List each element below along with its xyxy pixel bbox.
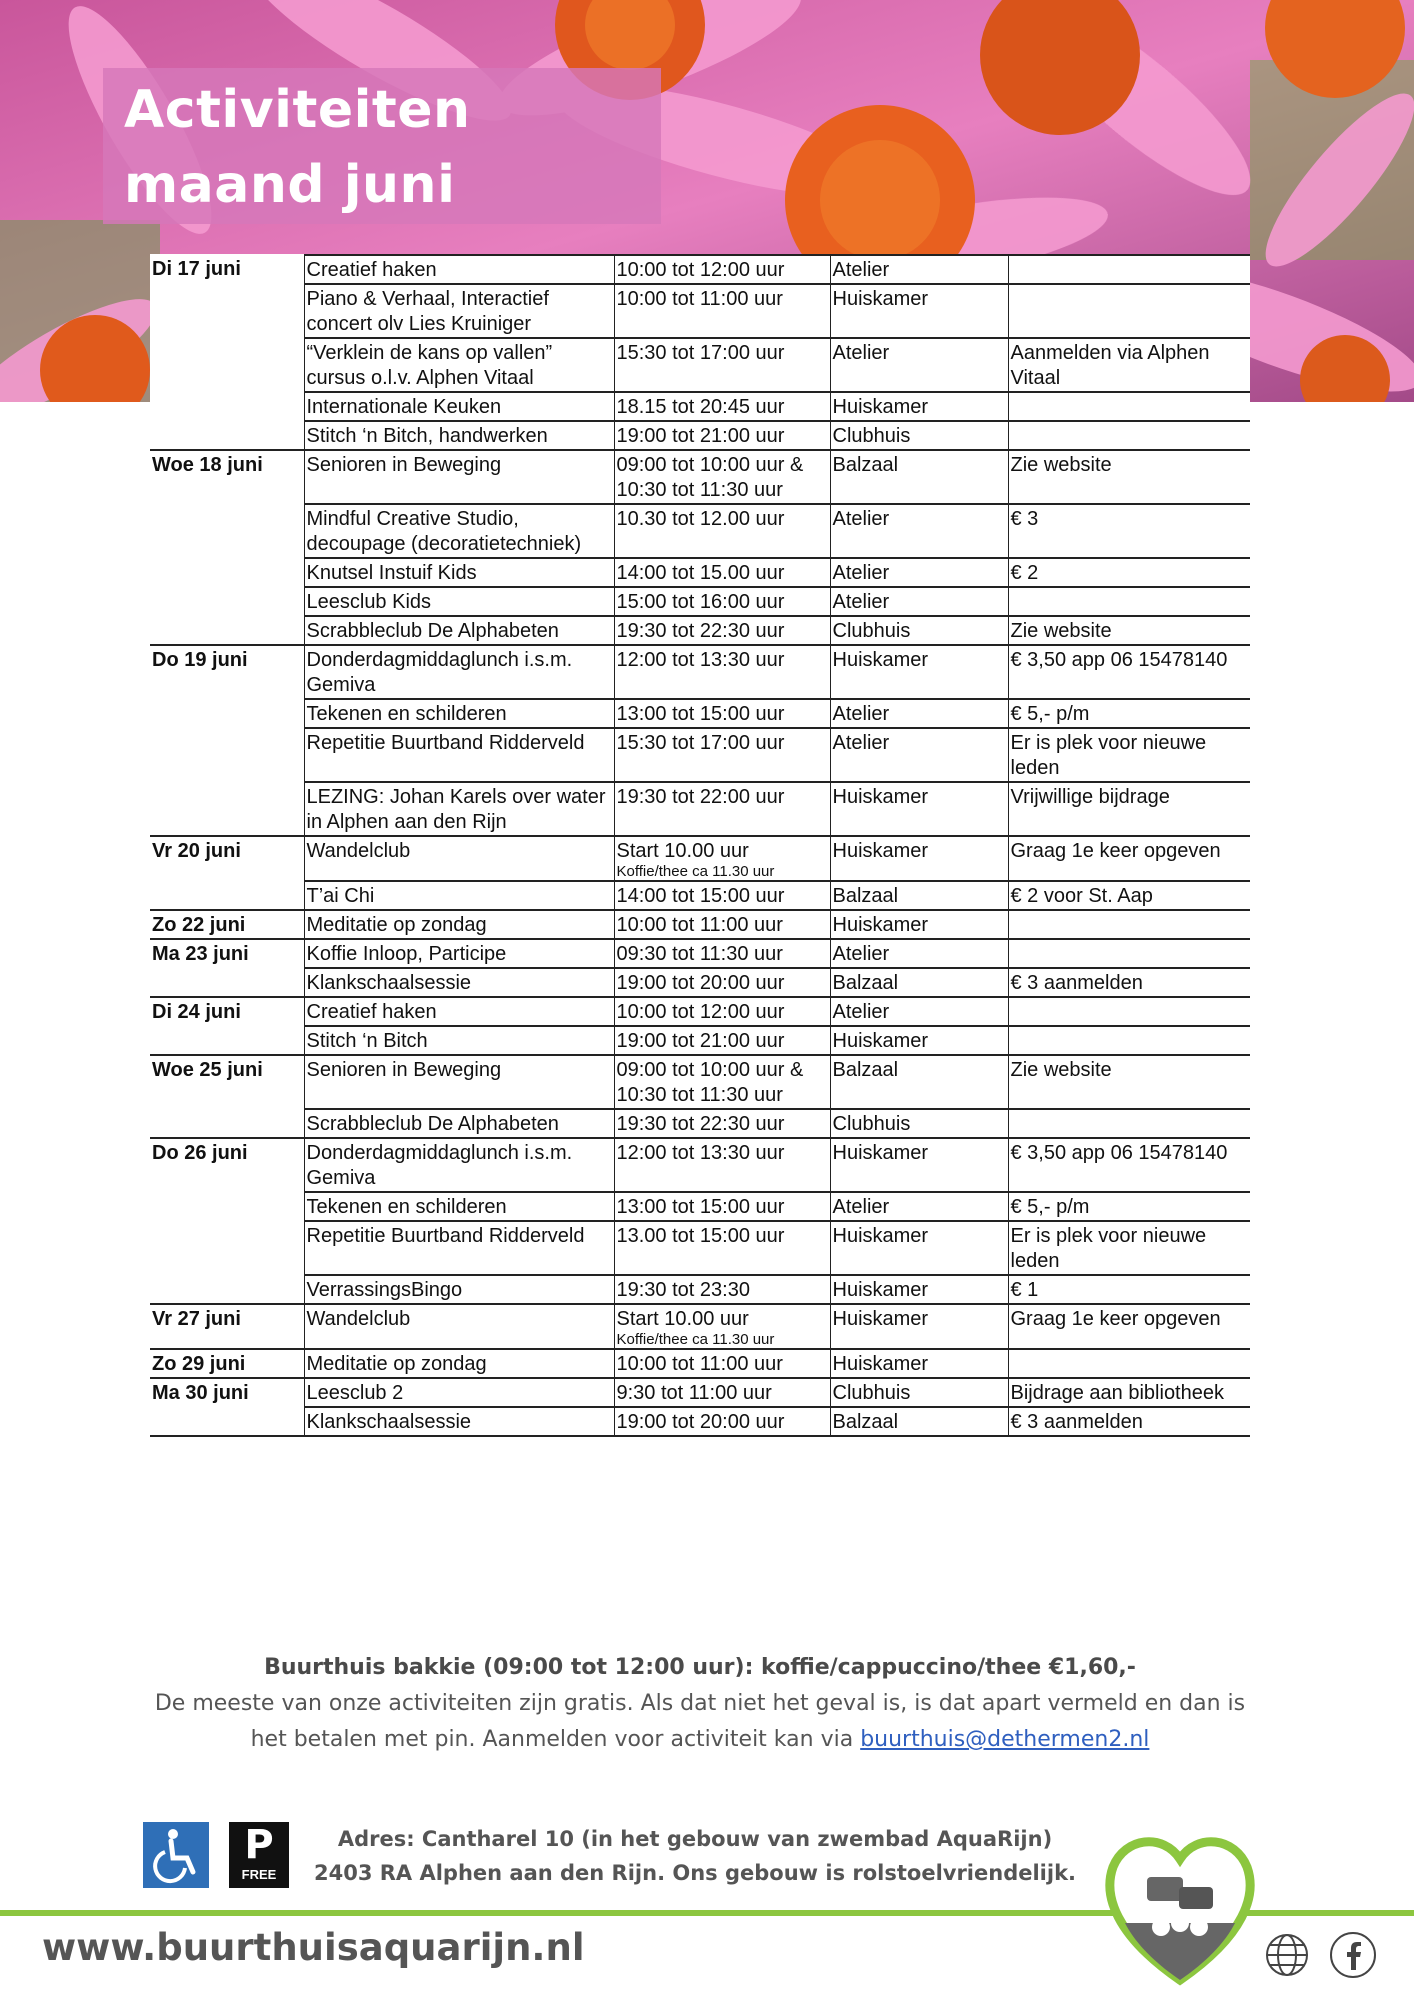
location-cell: Huiskamer bbox=[830, 1138, 1008, 1192]
table-row bbox=[150, 1026, 1250, 1055]
wheelchair-icon bbox=[143, 1822, 209, 1888]
table-row bbox=[150, 1304, 1250, 1349]
activity-cell: Meditatie op zondag bbox=[304, 1349, 614, 1378]
table-row bbox=[150, 645, 1250, 699]
day-cell bbox=[150, 1109, 304, 1138]
day-cell: Woe 18 juni bbox=[152, 454, 263, 476]
time-cell: 10:00 tot 11:00 uur bbox=[614, 910, 830, 939]
page-title-line2: maand juni bbox=[124, 155, 456, 215]
time-cell: 13.00 tot 15:00 uur bbox=[614, 1221, 830, 1275]
note-cell bbox=[1008, 284, 1250, 338]
buurthuis-heart-logo-icon bbox=[1095, 1815, 1265, 1990]
day-cell: Vr 27 juni bbox=[150, 1304, 304, 1349]
table-row bbox=[150, 968, 1250, 997]
note-cell bbox=[1008, 392, 1250, 421]
time-cell: 10.30 tot 12.00 uur bbox=[614, 504, 830, 558]
activity-cell: Tekenen en schilderen bbox=[304, 1192, 614, 1221]
table-row bbox=[150, 1109, 1250, 1138]
location-cell: Balzaal bbox=[830, 881, 1008, 910]
day-cell bbox=[150, 968, 304, 997]
note-cell: € 2 voor St. Aap bbox=[1008, 881, 1250, 910]
activity-cell: Donderdagmiddaglunch i.s.m. Gemiva bbox=[304, 645, 614, 699]
table-row bbox=[150, 504, 1250, 558]
facebook-icon[interactable] bbox=[1328, 1930, 1378, 1980]
start-time: Start 10.00 uur bbox=[616, 1308, 749, 1330]
note-cell: € 5,- p/m bbox=[1008, 1192, 1250, 1221]
time-cell bbox=[614, 836, 830, 881]
day-cell bbox=[150, 338, 304, 392]
website-url[interactable]: www.buurthuisaquarijn.nl bbox=[42, 1926, 585, 1969]
table-row bbox=[150, 1349, 1250, 1378]
activity-cell: Wandelclub bbox=[304, 836, 614, 881]
note-cell bbox=[1008, 255, 1250, 284]
address-line1: Adres: Cantharel 10 (in het gebouw van zwembad AquaRijn) bbox=[337, 1827, 1053, 1851]
email-link[interactable]: buurthuis@dethermen2.nl bbox=[860, 1727, 1150, 1752]
time-cell: 12:00 tot 13:30 uur bbox=[614, 1138, 830, 1192]
activity-cell: LEZING: Johan Karels over water in Alphen aan den Rijn bbox=[304, 782, 614, 836]
table-row bbox=[150, 699, 1250, 728]
time-cell: 19:30 tot 22:00 uur bbox=[614, 782, 830, 836]
activity-cell: Wandelclub bbox=[304, 1304, 614, 1349]
note-cell bbox=[1008, 1026, 1250, 1055]
location-cell: Atelier bbox=[830, 1192, 1008, 1221]
time-cell: 14:00 tot 15.00 uur bbox=[614, 558, 830, 587]
location-cell: Atelier bbox=[830, 699, 1008, 728]
time-cell: 10:00 tot 11:00 uur bbox=[614, 284, 830, 338]
time-cell: 19:30 tot 23:30 bbox=[614, 1275, 830, 1304]
note-cell: Vrijwillige bijdrage bbox=[1008, 782, 1250, 836]
payment-info: De meeste van onze activiteiten zijn gratis. Als dat niet het geval is, is dat apart vermeld en dan is het betalen met pin. Aanmelden voor activiteit kan via bbox=[154, 1691, 1246, 1752]
day-cell: Zo 22 juni bbox=[150, 910, 304, 939]
note-cell: Er is plek voor nieuwe leden bbox=[1008, 1221, 1250, 1275]
note-cell: Aanmelden via Alphen Vitaal bbox=[1008, 338, 1250, 392]
table-row bbox=[150, 1055, 1250, 1109]
title-box bbox=[103, 68, 661, 224]
day-cell bbox=[150, 881, 304, 910]
time-cell: 09:00 tot 10:00 uur & 10:30 tot 11:30 uur bbox=[614, 450, 830, 504]
time-cell: 09:00 tot 10:00 uur & 10:30 tot 11:30 uur bbox=[614, 1055, 830, 1109]
time-cell: 15:30 tot 17:00 uur bbox=[614, 728, 830, 782]
note-cell bbox=[1008, 997, 1250, 1026]
time-cell: 19:30 tot 22:30 uur bbox=[614, 1109, 830, 1138]
activity-cell: Piano & Verhaal, Interactief concert olv Lies Kruiniger bbox=[304, 284, 614, 338]
activity-cell: Klankschaalsessie bbox=[304, 968, 614, 997]
table-row bbox=[150, 450, 1250, 504]
time-cell: 19:30 tot 22:30 uur bbox=[614, 616, 830, 645]
time-cell: 09:30 tot 11:30 uur bbox=[614, 939, 830, 968]
day-cell bbox=[150, 284, 304, 338]
note-cell: € 3 bbox=[1008, 504, 1250, 558]
coffee-time: Koffie/thee ca 11.30 uur bbox=[616, 863, 775, 880]
location-cell: Huiskamer bbox=[830, 782, 1008, 836]
location-cell: Huiskamer bbox=[830, 1221, 1008, 1275]
activity-cell: T’ai Chi bbox=[304, 881, 614, 910]
table-row bbox=[150, 910, 1250, 939]
note-cell: € 3,50 app 06 15478140 bbox=[1008, 645, 1250, 699]
table-row bbox=[150, 1378, 1250, 1407]
note-cell: € 1 bbox=[1008, 1275, 1250, 1304]
location-cell: Huiskamer bbox=[830, 910, 1008, 939]
day-cell: Ma 30 juni bbox=[152, 1382, 249, 1404]
time-cell: 14:00 tot 15:00 uur bbox=[614, 881, 830, 910]
day-cell bbox=[150, 558, 304, 587]
day-cell: Do 26 juni bbox=[152, 1142, 248, 1164]
coffee-time: Koffie/thee ca 11.30 uur bbox=[616, 1331, 775, 1348]
day-cell: Di 17 juni bbox=[152, 258, 241, 280]
location-cell: Balzaal bbox=[830, 1055, 1008, 1109]
location-cell: Atelier bbox=[830, 558, 1008, 587]
table-row bbox=[150, 728, 1250, 782]
time-cell: 18.15 tot 20:45 uur bbox=[614, 392, 830, 421]
activity-schedule-table bbox=[150, 254, 1250, 1437]
day-cell bbox=[150, 1275, 304, 1304]
table-row bbox=[150, 836, 1250, 881]
activity-cell: Internationale Keuken bbox=[304, 392, 614, 421]
location-cell: Atelier bbox=[830, 939, 1008, 968]
note-cell: Bijdrage aan bibliotheek bbox=[1008, 1378, 1250, 1407]
activity-cell: Tekenen en schilderen bbox=[304, 699, 614, 728]
time-cell bbox=[614, 1304, 830, 1349]
location-cell: Huiskamer bbox=[830, 1275, 1008, 1304]
time-cell: 10:00 tot 12:00 uur bbox=[614, 997, 830, 1026]
note-cell: € 5,- p/m bbox=[1008, 699, 1250, 728]
location-cell: Huiskamer bbox=[830, 836, 1008, 881]
activity-cell: Repetitie Buurtband Ridderveld bbox=[304, 728, 614, 782]
location-cell: Clubhuis bbox=[830, 616, 1008, 645]
location-cell: Atelier bbox=[830, 504, 1008, 558]
time-cell: 15:00 tot 16:00 uur bbox=[614, 587, 830, 616]
time-cell: 19:00 tot 20:00 uur bbox=[614, 1407, 830, 1436]
table-row bbox=[150, 1221, 1250, 1275]
day-cell bbox=[150, 699, 304, 728]
location-cell: Atelier bbox=[830, 587, 1008, 616]
time-cell: 15:30 tot 17:00 uur bbox=[614, 338, 830, 392]
table-row bbox=[150, 1138, 1250, 1192]
activity-cell: Meditatie op zondag bbox=[304, 910, 614, 939]
day-cell bbox=[150, 421, 304, 450]
activity-cell: Repetitie Buurtband Ridderveld bbox=[304, 1221, 614, 1275]
note-cell bbox=[1008, 910, 1250, 939]
table-row bbox=[150, 997, 1250, 1026]
table-row bbox=[150, 421, 1250, 450]
day-cell bbox=[150, 1026, 304, 1055]
note-cell: Zie website bbox=[1008, 616, 1250, 645]
time-cell: 13:00 tot 15:00 uur bbox=[614, 1192, 830, 1221]
activity-cell: Mindful Creative Studio, decoupage (decoratietechniek) bbox=[304, 504, 614, 558]
location-cell: Atelier bbox=[830, 255, 1008, 284]
address-block bbox=[310, 1822, 1080, 1890]
activity-cell: VerrassingsBingo bbox=[304, 1275, 614, 1304]
note-cell bbox=[1008, 421, 1250, 450]
location-cell: Huiskamer bbox=[830, 1349, 1008, 1378]
time-cell: 12:00 tot 13:30 uur bbox=[614, 645, 830, 699]
location-cell: Huiskamer bbox=[830, 1304, 1008, 1349]
activity-cell: “Verklein de kans op vallen” cursus o.l.v. Alphen Vitaal bbox=[304, 338, 614, 392]
location-cell: Clubhuis bbox=[830, 1378, 1008, 1407]
activity-cell: Stitch ‘n Bitch, handwerken bbox=[304, 421, 614, 450]
location-cell: Huiskamer bbox=[830, 645, 1008, 699]
parking-free-label: FREE bbox=[241, 1867, 277, 1882]
day-cell bbox=[150, 587, 304, 616]
activity-cell: Leesclub Kids bbox=[304, 587, 614, 616]
location-cell: Atelier bbox=[830, 728, 1008, 782]
table-row bbox=[150, 255, 1250, 284]
note-cell: € 3,50 app 06 15478140 bbox=[1008, 1138, 1250, 1192]
table-row bbox=[150, 616, 1250, 645]
time-cell: 10:00 tot 12:00 uur bbox=[614, 255, 830, 284]
table-row bbox=[150, 1275, 1250, 1304]
table-row bbox=[150, 392, 1250, 421]
day-cell bbox=[150, 782, 304, 836]
location-cell: Huiskamer bbox=[830, 1026, 1008, 1055]
day-cell: Do 19 juni bbox=[152, 649, 248, 671]
activity-cell: Knutsel Instuif Kids bbox=[304, 558, 614, 587]
activity-cell: Leesclub 2 bbox=[304, 1378, 614, 1407]
page-title-line1: Activiteiten bbox=[124, 80, 471, 140]
location-cell: Huiskamer bbox=[830, 284, 1008, 338]
day-cell bbox=[150, 616, 304, 645]
table-row bbox=[150, 587, 1250, 616]
table-row bbox=[150, 881, 1250, 910]
location-cell: Clubhuis bbox=[830, 1109, 1008, 1138]
day-cell bbox=[150, 728, 304, 782]
table-row bbox=[150, 782, 1250, 836]
activity-cell: Creatief haken bbox=[304, 255, 614, 284]
note-cell bbox=[1008, 939, 1250, 968]
time-cell: 9:30 tot 11:00 uur bbox=[614, 1378, 830, 1407]
time-cell: 13:00 tot 15:00 uur bbox=[614, 699, 830, 728]
address-line2: 2403 RA Alphen aan den Rijn. Ons gebouw is rolstoelvriendelijk. bbox=[313, 1861, 1077, 1885]
buurthuis-bakkie-text: Buurthuis bakkie (09:00 tot 12:00 uur): koffie/cappuccino/thee €1,60,- bbox=[264, 1655, 1136, 1680]
table-row bbox=[150, 1192, 1250, 1221]
note-cell: Graag 1e keer opgeven bbox=[1008, 1304, 1250, 1349]
activity-cell: Senioren in Beweging bbox=[304, 1055, 614, 1109]
day-cell: Di 24 juni bbox=[152, 1001, 241, 1023]
time-cell: 19:00 tot 21:00 uur bbox=[614, 1026, 830, 1055]
table-row bbox=[150, 1407, 1250, 1436]
parking-letter: P bbox=[244, 1822, 274, 1868]
start-time: Start 10.00 uur bbox=[616, 840, 749, 862]
activity-cell: Scrabbleclub De Alphabeten bbox=[304, 616, 614, 645]
info-text bbox=[150, 1686, 1250, 1758]
table-row bbox=[150, 558, 1250, 587]
note-cell bbox=[1008, 587, 1250, 616]
note-cell: Zie website bbox=[1008, 1055, 1250, 1109]
day-cell bbox=[150, 392, 304, 421]
activity-cell: Koffie Inloop, Participe bbox=[304, 939, 614, 968]
note-cell bbox=[1008, 1349, 1250, 1378]
location-cell: Balzaal bbox=[830, 968, 1008, 997]
day-cell bbox=[150, 1192, 304, 1221]
location-cell: Clubhuis bbox=[830, 421, 1008, 450]
day-cell bbox=[150, 1221, 304, 1275]
day-cell bbox=[150, 1407, 304, 1436]
activity-cell: Scrabbleclub De Alphabeten bbox=[304, 1109, 614, 1138]
location-cell: Balzaal bbox=[830, 1407, 1008, 1436]
note-cell bbox=[1008, 1109, 1250, 1138]
activity-cell: Stitch ‘n Bitch bbox=[304, 1026, 614, 1055]
time-cell: 19:00 tot 20:00 uur bbox=[614, 968, 830, 997]
info-section bbox=[150, 1650, 1250, 1758]
day-cell: Ma 23 juni bbox=[152, 943, 249, 965]
activity-cell: Klankschaalsessie bbox=[304, 1407, 614, 1436]
globe-icon[interactable] bbox=[1262, 1930, 1312, 1980]
location-cell: Atelier bbox=[830, 997, 1008, 1026]
activity-cell: Senioren in Beweging bbox=[304, 450, 614, 504]
table-row bbox=[150, 939, 1250, 968]
note-cell: € 3 aanmelden bbox=[1008, 968, 1250, 997]
free-parking-icon bbox=[229, 1822, 289, 1888]
time-cell: 10:00 tot 11:00 uur bbox=[614, 1349, 830, 1378]
day-cell: Vr 20 juni bbox=[152, 840, 241, 862]
note-cell: Er is plek voor nieuwe leden bbox=[1008, 728, 1250, 782]
location-cell: Balzaal bbox=[830, 450, 1008, 504]
note-cell: Graag 1e keer opgeven bbox=[1008, 836, 1250, 881]
activity-cell: Creatief haken bbox=[304, 997, 614, 1026]
table-row bbox=[150, 338, 1250, 392]
note-cell: € 3 aanmelden bbox=[1008, 1407, 1250, 1436]
note-cell: € 2 bbox=[1008, 558, 1250, 587]
location-cell: Atelier bbox=[830, 338, 1008, 392]
location-cell: Huiskamer bbox=[830, 392, 1008, 421]
day-cell bbox=[150, 504, 304, 558]
table-row bbox=[150, 284, 1250, 338]
day-cell: Zo 29 juni bbox=[150, 1349, 304, 1378]
time-cell: 19:00 tot 21:00 uur bbox=[614, 421, 830, 450]
activity-cell: Donderdagmiddaglunch i.s.m. Gemiva bbox=[304, 1138, 614, 1192]
note-cell: Zie website bbox=[1008, 450, 1250, 504]
day-cell: Woe 25 juni bbox=[152, 1059, 263, 1081]
